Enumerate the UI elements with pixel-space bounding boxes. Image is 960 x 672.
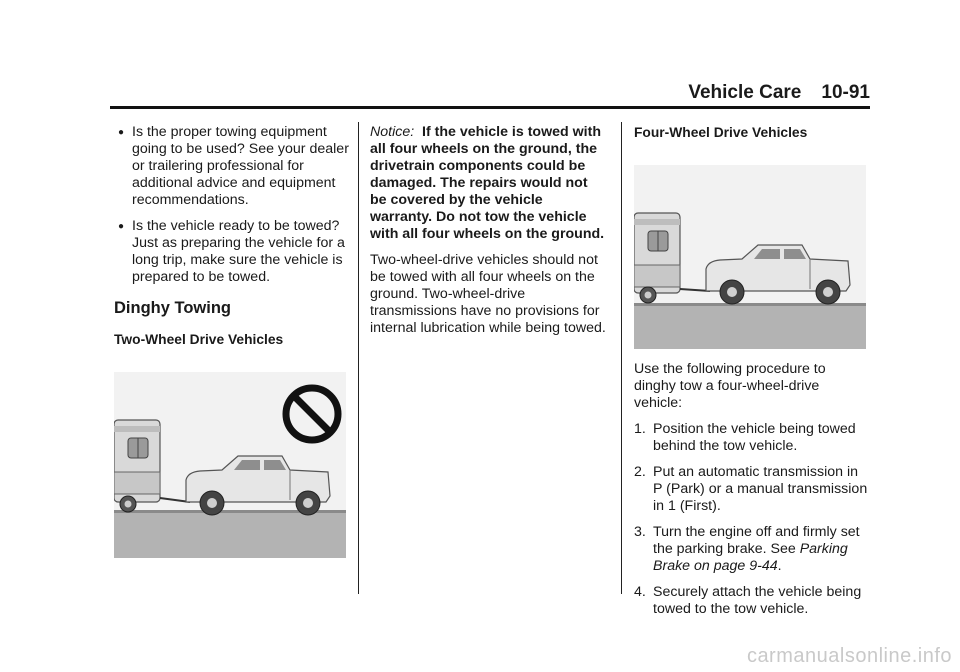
column-divider-2 [621, 122, 622, 594]
step-text: Turn the engine off and firmly set the parking brake. See [653, 524, 860, 557]
step-text: Securely attach the vehicle being towed to the tow vehicle. [653, 584, 862, 617]
header-page-number: 10-91 [821, 82, 870, 103]
column-1 [114, 124, 350, 558]
notice-text: If the vehicle is towed with all four wheels on the ground, the drivetrain components could be damaged. The repairs would not be covered by the vehicle warranty. Do not tow the vehicle with all four wheels on the ground. [370, 124, 605, 242]
step-text: Put an automatic transmission in P (Park) or a manual transmission in 1 (First). [653, 464, 868, 514]
list-item-text: Is the proper towing equipment going to be used? See your dealer or trailering professional for additional advice and equipment recommendations. [132, 124, 349, 208]
subsection-title: Two-Wheel Drive Vehicles [114, 332, 284, 347]
cross-reference-link[interactable]: Parking Brake on page 9-44 [653, 541, 848, 574]
list-item [634, 421, 870, 455]
page-header [110, 80, 870, 109]
bullet-icon: ● [118, 127, 125, 138]
list-item-text: Is the vehicle ready to be towed? Just as preparing the vehicle for a long trip, make sure the vehicle is prepared to be towed. [132, 218, 345, 285]
step-number: 4. [634, 584, 646, 600]
motorhome-graphic [114, 420, 160, 512]
header-section: Vehicle Care [688, 82, 802, 103]
four-wheel-tow-figure [634, 165, 866, 349]
step-text: Position the vehicle being towed behind the tow vehicle. [653, 421, 856, 454]
step-number: 1. [634, 421, 646, 437]
section-title: Dinghy Towing [114, 299, 232, 317]
notice-label: Notice: [370, 124, 415, 140]
notice-block [370, 124, 608, 243]
step-text-tail: . [777, 558, 782, 574]
subsection-title: Four-Wheel Drive Vehicles [634, 125, 808, 140]
step-number: 2. [634, 464, 646, 480]
column-divider-1 [358, 122, 359, 594]
procedure-steps [634, 421, 870, 618]
list-item [114, 124, 350, 209]
two-wheel-tow-figure [114, 372, 346, 558]
motorhome-graphic [634, 213, 680, 303]
bullet-icon: ● [118, 221, 125, 232]
list-item [634, 584, 870, 618]
bullet-list [114, 124, 350, 286]
header-title [688, 82, 870, 104]
column-2 [370, 124, 608, 346]
intro-paragraph: Use the following procedure to dinghy tow a four-wheel-drive vehicle: [634, 361, 826, 411]
watermark: carmanualsonline.info [746, 645, 952, 667]
list-item [634, 524, 870, 575]
step-number: 3. [634, 524, 646, 540]
column-3 [634, 124, 870, 627]
body-paragraph: Two-wheel-drive vehicles should not be towed with all four wheels on the ground. Two-wheel-drive transmissions have no provisions for internal lubrication while being towed. [370, 252, 606, 336]
list-item [114, 218, 350, 286]
list-item [634, 464, 870, 515]
